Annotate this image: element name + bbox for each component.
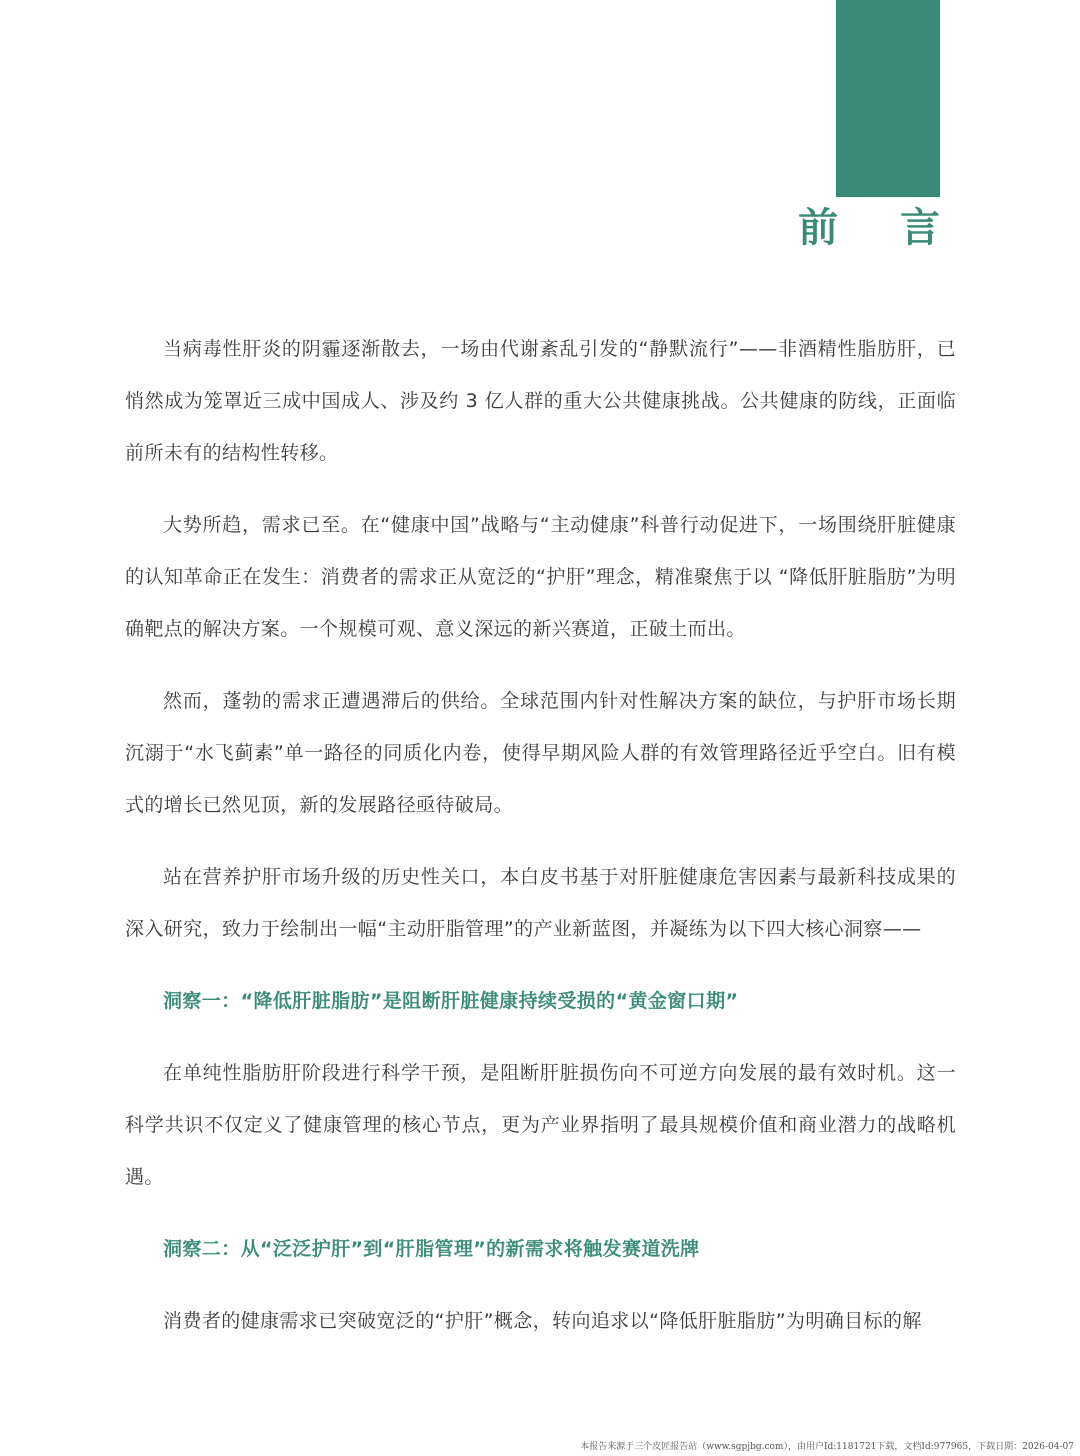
insight-2-heading: 洞察二：从“泛泛护肝”到“肝脂管理”的新需求将触发赛道洗牌 xyxy=(163,1238,700,1260)
insight-1-text: 在单纯性脂肪肝阶段进行科学干预，是阻断肝脏损伤向不可逆方向发展的最有效时机。这一科学共识不仅定义了健康管理的核心节点，更为产业界指明了最具规模价值和商业潜力的战略机遇。 xyxy=(125,1062,956,1188)
body-text xyxy=(125,323,956,1347)
paragraph-3: 然而，蓬勃的需求正遭遇滞后的供给。全球范围内针对性解决方案的缺位，与护肝市场长期沉溺于“水飞蓟素”单一路径的同质化内卷，使得早期风险人群的有效管理路径近乎空白。旧有模式的增长已然见顶，新的发展路径亟待破局。 xyxy=(125,690,956,816)
section-title: 前 言 xyxy=(798,205,964,251)
insight-2-text: 消费者的健康需求已突破宽泛的“护肝”概念，转向追求以“降低肝脏脂肪”为明确目标的解 xyxy=(163,1310,922,1332)
paragraph-4: 站在营养护肝市场升级的历史性关口，本白皮书基于对肝脏健康危害因素与最新科技成果的深入研究，致力于绘制出一幅“主动肝脂管理”的产业新蓝图，并凝练为以下四大核心洞察—— xyxy=(125,866,956,940)
footer-source-note: 本报告来源于三个皮匠报告站（www.sgpjbg.com），由用户Id:1181721下载，文档Id:977965，下载日期：2026-04-07 xyxy=(580,1442,1074,1452)
insight-1-heading: 洞察一：“降低肝脏脂肪”是阻断肝脏健康持续受损的“黄金窗口期” xyxy=(163,990,739,1012)
paragraph-1: 当病毒性肝炎的阴霾逐渐散去，一场由代谢紊乱引发的“静默流行”——非酒精性脂肪肝，已悄然成为笼罩近三成中国成人、涉及约 3 亿人群的重大公共健康挑战。公共健康的防线，正面临前所未有的结构性转移。 xyxy=(125,338,956,464)
accent-bar xyxy=(836,0,940,197)
paragraph-2: 大势所趋，需求已至。在“健康中国”战略与“主动健康”科普行动促进下，一场围绕肝脏健康的认知革命正在发生：消费者的需求正从宽泛的“护肝”理念，精准聚焦于以 “降低肝脏脂肪”为明确靶点的解决方案。一个规模可观、意义深远的新兴赛道，正破土而出。 xyxy=(125,514,956,640)
